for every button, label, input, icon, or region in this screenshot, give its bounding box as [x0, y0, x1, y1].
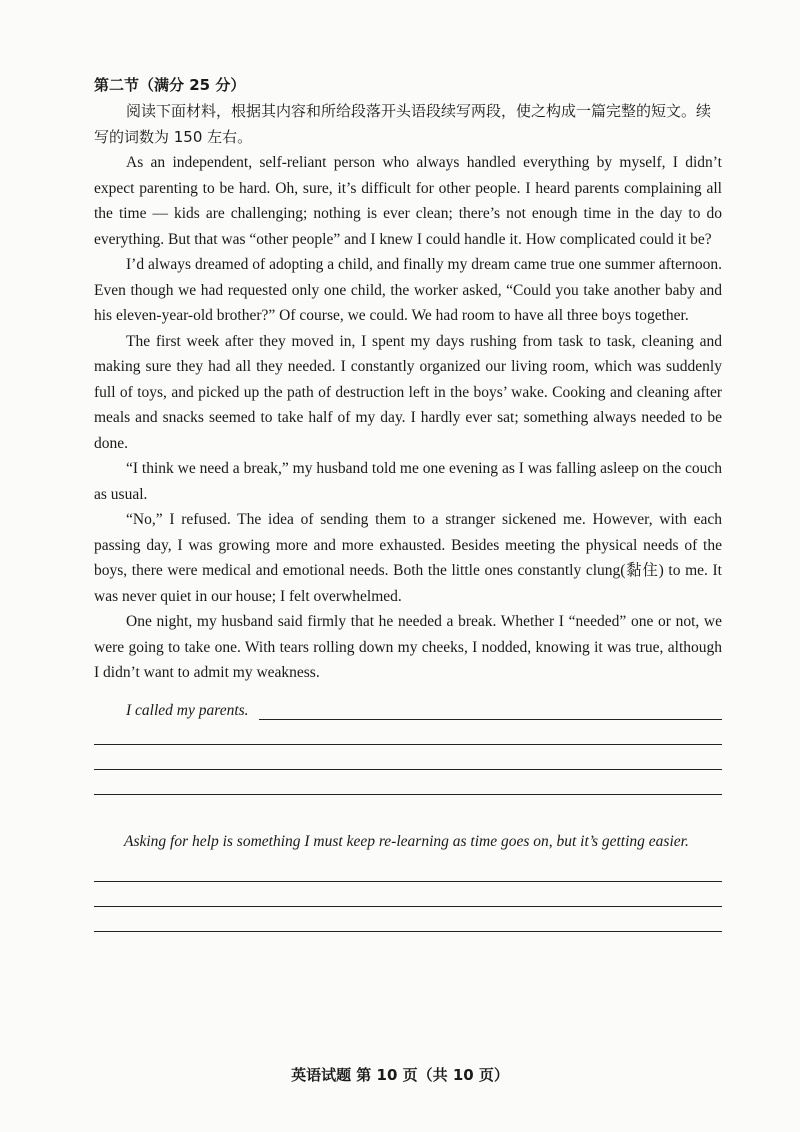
- continuation-prompt-2-row: [94, 831, 722, 857]
- answer-line: [94, 907, 722, 932]
- continuation-prompt-1: I called my parents.: [126, 701, 249, 719]
- passage-paragraph-5: “No,” I refused. The idea of sending them to a stranger sickened me. However, with each passing day, I was growing more and more exhausted. Besides meeting the physical needs of the boys, there were medical and emotional needs. Both the little ones constantly clung(黏住) to me. It was never quiet in our house; I felt overwhelmed.: [94, 511, 722, 605]
- passage-paragraph-1: As an independent, self-reliant person who always handled everything by myself, I didn’t expect parenting to be hard. Oh, sure, it’s difficult for other people. I heard parents complaining all the time — kids are challenging; nothing is ever clean; there’s not enough time in the day to do everything. But that was “other people” and I knew I could handle it. How complicated could it be?: [94, 154, 722, 248]
- passage-paragraph-2: I’d always dreamed of adopting a child, and finally my dream came true one summer afternoon. Even though we had requested only one child, the worker asked, “Could you take another baby and his eleven-year-old brother?” Of course, we could. We had room to have all three boys together.: [94, 256, 722, 324]
- passage-paragraph-3: The first week after they moved in, I spent my days rushing from task to task, cleaning and making sure they had all they needed. I constantly organized our living room, which was suddenly full of toys, and picked up the path of destruction left in the boys’ wake. Cooking and cleaning after meals and snacks seemed to take half of my day. I hardly ever sat; something always needed to be done.: [94, 332, 722, 452]
- section-title: 第二节（满分 25 分）: [94, 76, 246, 94]
- page-content: [94, 72, 722, 932]
- answer-line: [94, 720, 722, 745]
- continuation-prompt-2: Asking for help is something I must keep re-learning as time goes on, but it’s getting easier.: [124, 832, 689, 850]
- answer-line: [259, 699, 722, 720]
- section-instructions: 阅读下面材料，根据其内容和所给段落开头语段续写两段，使之构成一篇完整的短文。续写的词数为 150 左右。: [94, 102, 712, 146]
- page-footer: 英语试题 第 10 页（共 10 页）: [291, 1066, 509, 1084]
- answer-line: [94, 745, 722, 770]
- continuation-prompt-1-row: [94, 692, 722, 720]
- passage-paragraph-4: “I think we need a break,” my husband told me one evening as I was falling asleep on the couch as usual.: [94, 460, 722, 503]
- answer-line: [94, 770, 722, 795]
- passage-paragraph-6: One night, my husband said firmly that he needed a break. Whether I “needed” one or not, we were going to take one. With tears rolling down my cheeks, I nodded, knowing it was true, although I didn’t want to admit my weakness.: [94, 613, 722, 681]
- answer-line: [94, 882, 722, 907]
- answer-line: [94, 857, 722, 882]
